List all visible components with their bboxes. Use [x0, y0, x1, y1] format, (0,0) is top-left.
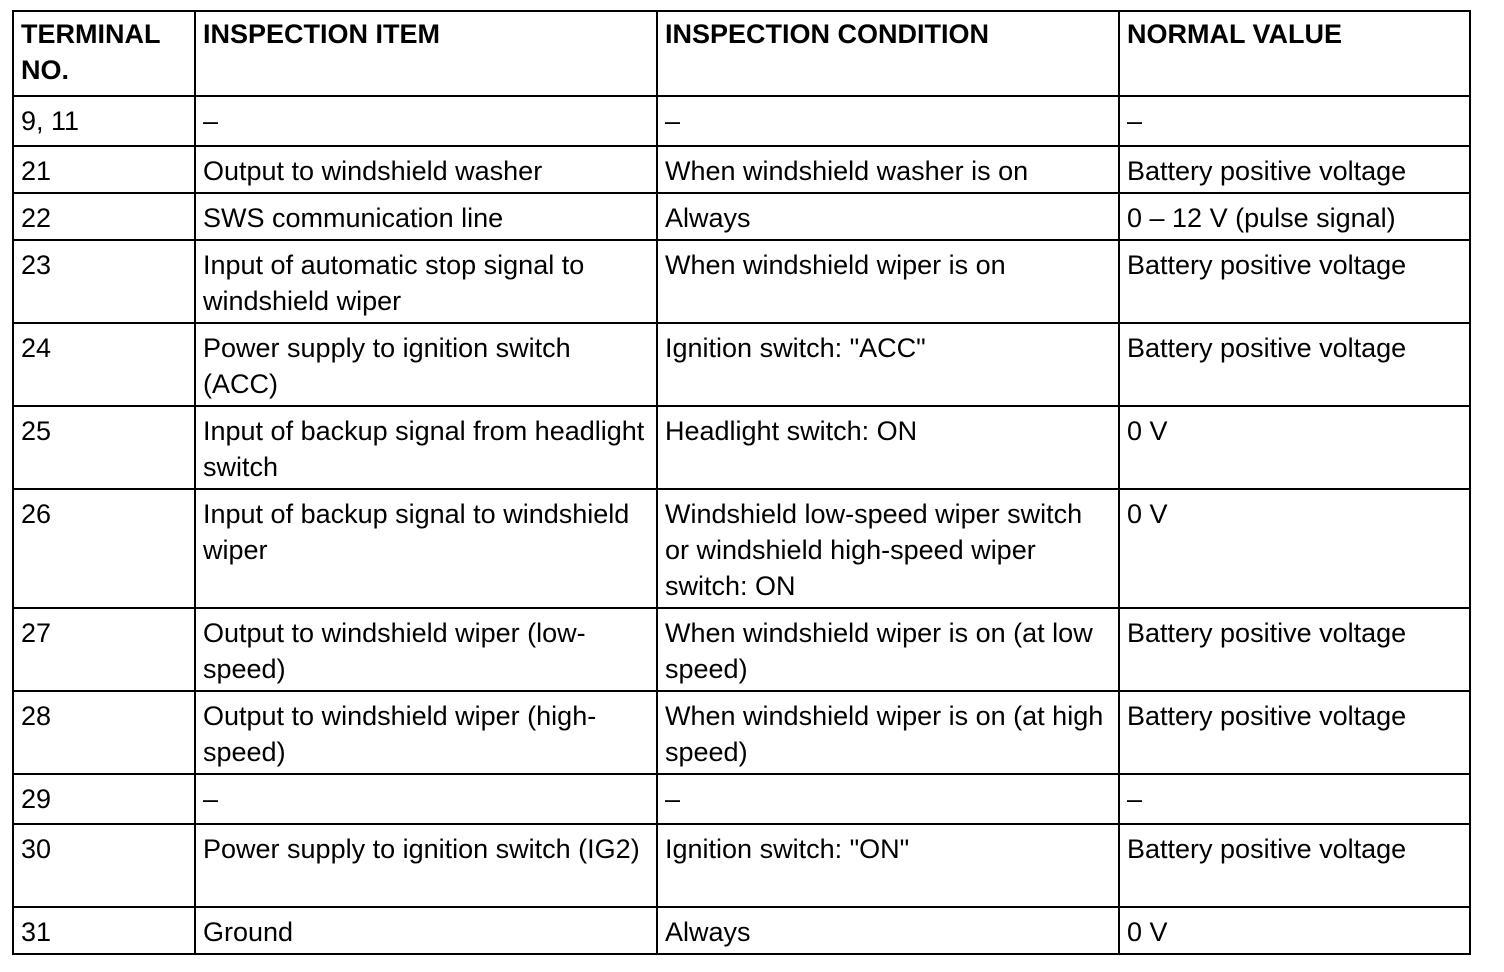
table-row [13, 824, 1470, 907]
terminal-no-cell: 23 [13, 240, 195, 323]
table-row [13, 146, 1470, 193]
inspection-condition-cell: Ignition switch: "ON" [657, 824, 1119, 907]
terminal-no-cell: 25 [13, 406, 195, 489]
terminal-no-cell: 21 [13, 146, 195, 193]
normal-value-cell: 0 V [1119, 406, 1470, 489]
inspection-condition-cell: Always [657, 193, 1119, 240]
inspection-condition-cell: When windshield wiper is on (at high speed) [657, 691, 1119, 774]
inspection-item-cell: – [195, 774, 657, 824]
normal-value-cell: – [1119, 774, 1470, 824]
terminal-no-cell: 30 [13, 824, 195, 907]
table-row [13, 96, 1470, 146]
table-row [13, 691, 1470, 774]
inspection-condition-cell: – [657, 96, 1119, 146]
normal-value-cell: Battery positive voltage [1119, 608, 1470, 691]
terminal-no-cell: 31 [13, 907, 195, 954]
table-row [13, 907, 1470, 954]
normal-value-cell: 0 V [1119, 907, 1470, 954]
inspection-item-cell: Power supply to ignition switch (ACC) [195, 323, 657, 406]
inspection-item-cell: Output to windshield wiper (low-speed) [195, 608, 657, 691]
terminal-no-cell: 27 [13, 608, 195, 691]
inspection-item-cell: Output to windshield wiper (high-speed) [195, 691, 657, 774]
terminal-no-cell: 26 [13, 489, 195, 608]
terminal-no-cell: 22 [13, 193, 195, 240]
inspection-condition-cell: Ignition switch: "ACC" [657, 323, 1119, 406]
header-normal-value: NORMAL VALUE [1119, 11, 1470, 96]
table-row [13, 608, 1470, 691]
table-row [13, 489, 1470, 608]
terminal-inspection-table [12, 10, 1471, 955]
inspection-condition-cell: When windshield wiper is on [657, 240, 1119, 323]
table-row [13, 323, 1470, 406]
header-terminal-no: TERMINAL NO. [13, 11, 195, 96]
normal-value-cell: Battery positive voltage [1119, 240, 1470, 323]
normal-value-cell: 0 – 12 V (pulse signal) [1119, 193, 1470, 240]
header-inspection-condition: INSPECTION CONDITION [657, 11, 1119, 96]
inspection-condition-cell: Windshield low-speed wiper switch or windshield high-speed wiper switch: ON [657, 489, 1119, 608]
inspection-condition-cell: – [657, 774, 1119, 824]
inspection-condition-cell: When windshield washer is on [657, 146, 1119, 193]
normal-value-cell: Battery positive voltage [1119, 146, 1470, 193]
terminal-no-cell: 9, 11 [13, 96, 195, 146]
table-header-row [13, 11, 1470, 96]
header-inspection-item: INSPECTION ITEM [195, 11, 657, 96]
table-row [13, 240, 1470, 323]
normal-value-cell: Battery positive voltage [1119, 323, 1470, 406]
normal-value-cell: Battery positive voltage [1119, 691, 1470, 774]
normal-value-cell: 0 V [1119, 489, 1470, 608]
terminal-no-cell: 28 [13, 691, 195, 774]
inspection-item-cell: Output to windshield washer [195, 146, 657, 193]
table-row [13, 193, 1470, 240]
inspection-item-cell: Input of backup signal to windshield wiper [195, 489, 657, 608]
inspection-condition-cell: Always [657, 907, 1119, 954]
inspection-item-cell: – [195, 96, 657, 146]
inspection-item-cell: Ground [195, 907, 657, 954]
inspection-condition-cell: Headlight switch: ON [657, 406, 1119, 489]
inspection-item-cell: SWS communication line [195, 193, 657, 240]
table-row [13, 774, 1470, 824]
inspection-item-cell: Input of backup signal from headlight switch [195, 406, 657, 489]
inspection-item-cell: Input of automatic stop signal to windshield wiper [195, 240, 657, 323]
normal-value-cell: Battery positive voltage [1119, 824, 1470, 907]
terminal-no-cell: 29 [13, 774, 195, 824]
terminal-no-cell: 24 [13, 323, 195, 406]
inspection-item-cell: Power supply to ignition switch (IG2) [195, 824, 657, 907]
inspection-condition-cell: When windshield wiper is on (at low speed) [657, 608, 1119, 691]
normal-value-cell: – [1119, 96, 1470, 146]
table-row [13, 406, 1470, 489]
